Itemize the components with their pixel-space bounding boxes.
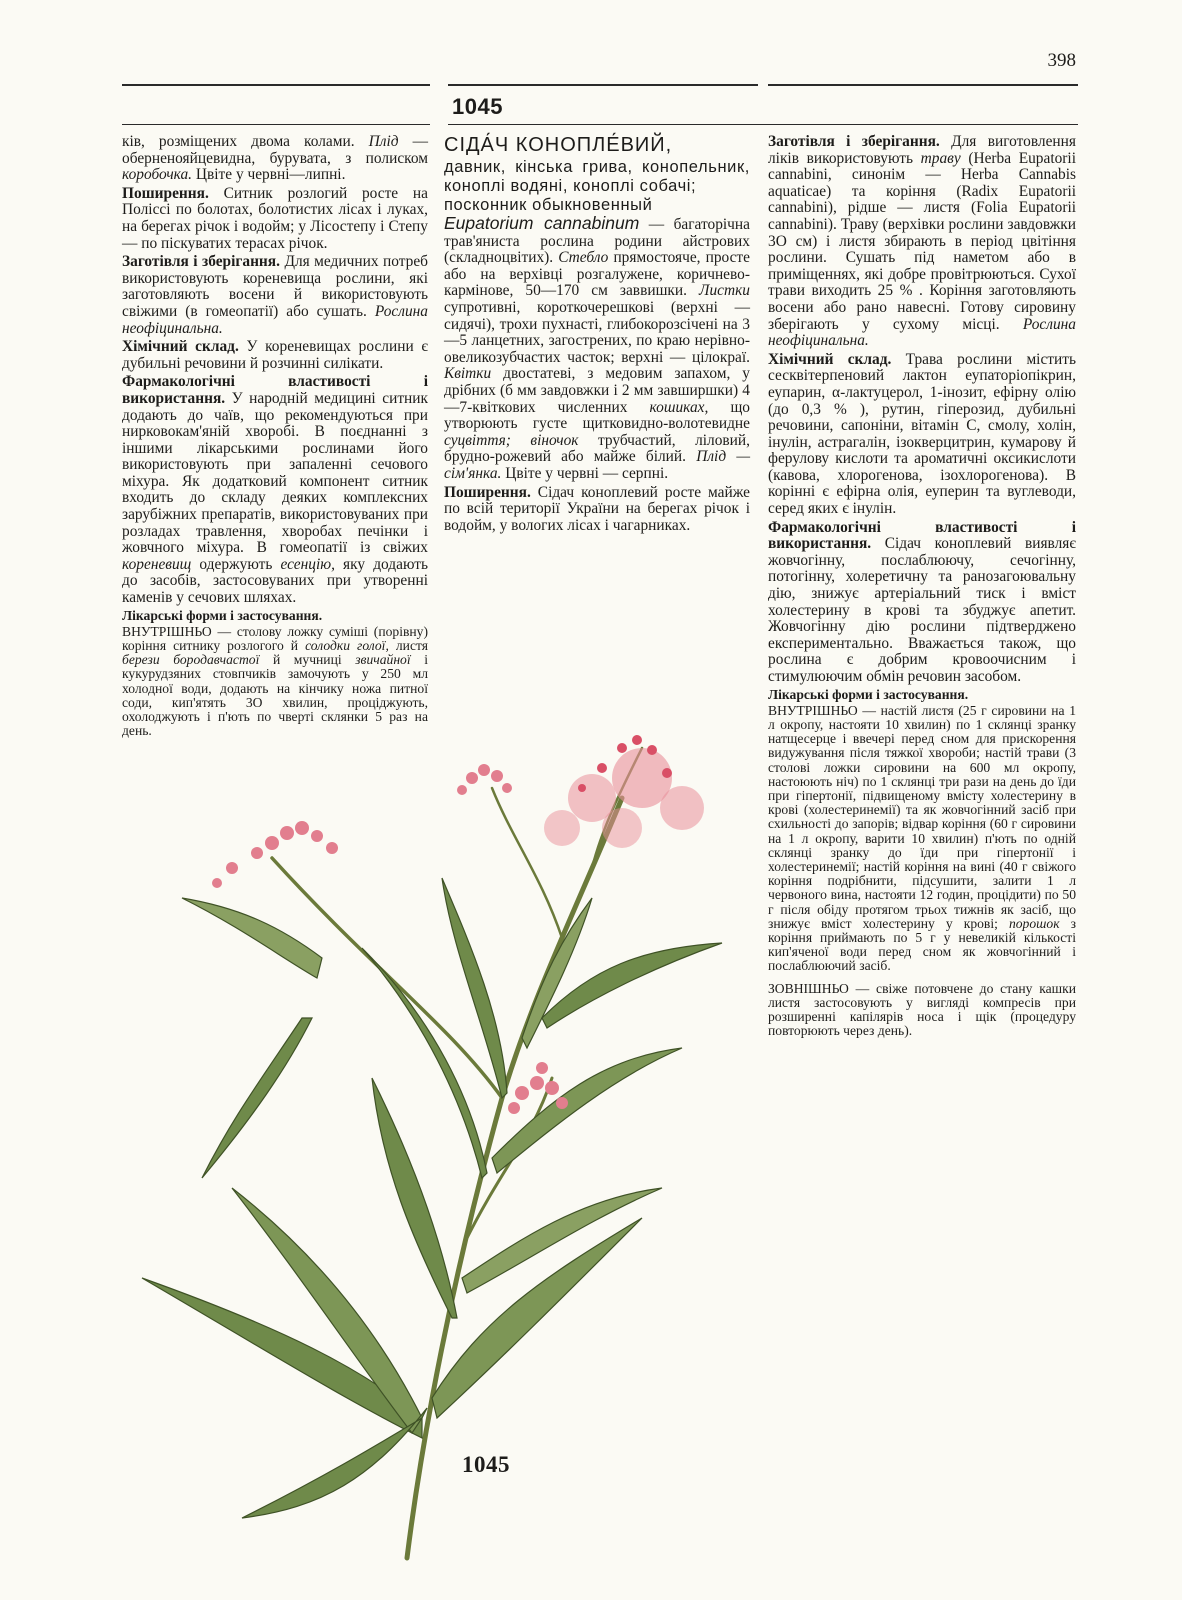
italic-text: порошок [1008, 915, 1060, 931]
paragraph [122, 609, 428, 623]
text: — багаторічна трав'яниста рослина родини айстрових (складноцвітих). [444, 216, 750, 267]
italic-text: звичайної [355, 652, 411, 668]
text: Для виготовлення ліків використовують [768, 133, 1076, 167]
italic-text: Плід [368, 133, 399, 150]
text: У народній медицині ситник додають до чаїв, що рекомендуються при нирковокам'яній хворобі. В поєднанні з іншими лікарськими рослинами його використовують при запаленні сечового міхура. Як додатковий компонент ситник входить до складу деяких комплексних зарубіжних препаратів, використовуваних при розладах травлення, хворобах печінки і жовчного міхура. В гомеопатії із свіжих [122, 389, 428, 557]
paragraph [122, 374, 428, 606]
paragraph [768, 688, 1076, 702]
section-heading: Заготівля і зберігання. [122, 253, 280, 271]
text: — оберненояйцевидна, бурувата, з полиском [122, 133, 428, 167]
italic-text: кошиках, [649, 398, 709, 416]
text: ЗОВНІШНЬО — свіже потовчене до стану кашки листя застосовують у вигляді компресів при розширенні капілярів носа і щік (процедуру повторюють через день). [768, 980, 1076, 1039]
stems [272, 748, 642, 1558]
paragraph [122, 254, 428, 337]
text: супротивні, короткочерешкові (верхні — сидячі), трохи пухнасті, глибокорозсічені на 3—5 ланцетних, загострених, по краю нерівно-овеликозубчастих часток; верхні — цілокраї. [444, 298, 750, 366]
text: яку додають до засобів, застосовуваних при утворенні каменів у сечових шляхах. [122, 555, 428, 607]
plate-number: 1045 [462, 1452, 510, 1477]
text: одержують [191, 555, 281, 573]
text: трубчастий, ліловий, брудно-рожевий або майже білий. [444, 431, 750, 466]
paragraph [444, 485, 750, 535]
paragraph [122, 339, 428, 372]
paragraph [768, 352, 1076, 518]
text: листя [388, 638, 429, 654]
header-rule-middle [448, 84, 758, 86]
text: з коріння приймають по 5 г у невеликій кількості кип'яченої води перед сном як жовчогінний і послаблюючий засіб. [768, 915, 1076, 974]
text: Сідач коноплевий росте майже по всій території України на берегах річок і водойм, у вологих лісах і чагарниках. [444, 483, 750, 534]
text: Трава рослини містить сесквітерпеновий лактон еупаторіопікрин, еупарин, α-лактуцерол, 1-інозит, ефірну олію (до 0,3 % ), рутин, гіперозид, дубильні речовини, сапоніни, вітамін С, смолу, холін, інулін, астрагалін, ізокверцитрин, кумарову й ферулову кислоти та ароматичні оксикислоти (кавова, хлорогенова, ізохлорогенова). В корінні є ефірна олія, еуперин та вуглеводи, серед яких є інулін. [768, 350, 1076, 518]
plant-illustration [122, 718, 762, 1568]
text: (Herba Eupatorii cannabini, синонім — Herba Cannabis aquaticae) та коріння (Radix Eupatorii cannabini), рідше — листя (Folia Eupatorii cannabini). Траву (верхівки рослини завдовжки 3О см) і листя збирають в період цвітіння рослини. Сушать під наметом або в приміщеннях, які добре провітрюються. Сухої трави виходить 25 % . Коріння заготовляють восени або рано навесні. Готову сировину зберігають у сухому місці. [768, 149, 1076, 333]
text: Ситник розлогий росте на Поліссі по болотах, болотистих лісах і луках, на берегах річок і водойм; у Лісостепу і Степу — по піскуватих терасах річок. [122, 184, 428, 252]
paragraph [768, 704, 1076, 974]
section-heading: Лікарські форми і застосування. [768, 686, 969, 702]
middle-column [444, 134, 750, 536]
paragraph [122, 134, 428, 184]
page-number: 398 [1047, 50, 1076, 71]
leaves [142, 878, 722, 1518]
text: ВНУТРІШНЬО — столову ложку суміші (порівну) коріння ситнику розлогого й [122, 623, 428, 654]
italic-text: Стебло [558, 249, 609, 267]
italic-text: солодки голої, [305, 638, 389, 654]
italic-text: коробочка. [122, 166, 193, 184]
latin-name: Eupatorium cannabinum [444, 213, 640, 233]
text: і кукурудзяних стовпчиків замочують у 250 мл холодної води, додають на кінчику ножа питної соди, кип'ятять 3О хвилин, проціджують, охолоджують і п'ють по чверті склянки 5 раз на день. [122, 652, 429, 739]
paragraph [444, 215, 750, 483]
entry-number: 1045 [452, 94, 503, 119]
italic-text: суцвіття; віночок [444, 431, 579, 449]
text: Цвіте у червні — серпні. [501, 464, 669, 482]
entry-title: СІДА́Ч КОНОПЛЕ́ВИЙ, [444, 134, 673, 156]
header-subrule-middle [448, 124, 768, 125]
text: й мучниці [259, 652, 356, 668]
section-heading: Хімічний склад. [122, 338, 239, 356]
text: ВНУТРІШНЬО — настій листя (25 г сировини на 1 л окропу, настояти 10 хвилин) по 1 склянці зранку натщесерце і ввечері перед сном для прискорення видужування після тяжкої хвороби; настій трави (3 столові ложки сировини на 600 мл окропу, настоюють ніч) по 1 склянці три рази на день до їди при гіпертонії, підвищеному вмісту холестерину в крові (холестеринемії) та як жовчогінний засіб при схильності до запорів; відвар коріння (60 г сировини на 1 л окропу, варити 10 хвилин) п'ють по одній склянці зранку до їди при гіпертонії і холестеринемії; настій коріння на вині (40 г свіжого коріння подрібнити, підсушити, залити 1 л червоного вина, настояти 12 годин, процідити) по 50 г після обіду протягом трьох тижнів як засіб, що знижує вміст холестерину у крові; [768, 702, 1076, 931]
header-subrule-right [768, 124, 1078, 125]
paragraph [768, 520, 1076, 686]
right-column [768, 134, 1076, 1040]
header-subrule-left [122, 124, 430, 125]
text: У кореневищах рослини є дубильні речовини й розчинні силікати. [122, 338, 428, 372]
italic-text: Рослина неофіцинальна. [768, 315, 1076, 350]
paragraph [122, 186, 428, 252]
italic-text: кореневищ [122, 555, 192, 573]
russian-name: посконник обыкновенный [444, 196, 653, 214]
text: двостатеві, з медовим запахом, у дрібних (б мм завдовжки і 2 мм завширшки) 4—7-квіткових численних [444, 365, 750, 416]
italic-text: траву [920, 149, 961, 167]
text: Сідач коноплевий виявляє жовчогінну, послаблюючу, сечогінну, потогінну, холеретичну та ранозагоювальну дію, знижує артеріальний тиск і вміст холестерину в крові та збуджує апетит. Жовчогінну дію рослини підтверджено експериментально. Вважається також, що рослина є добрим кровоочисним і стимулюючим обмін речовин засобом. [768, 535, 1076, 685]
header-rule-left [122, 84, 430, 86]
italic-text: Листки [699, 282, 750, 300]
italic-text: берези бородавчастої [122, 652, 260, 668]
italic-text: Квітки [444, 365, 492, 383]
section-heading: Фармакологічні властивості і використання. [122, 373, 428, 407]
text: прямостояче, просте або на верхівці розгалужене, коричнево-кармінове, 50—170 см заввишки. [444, 249, 750, 300]
header-rule-right [768, 84, 1078, 86]
text: Цвіте у червні—липні. [192, 166, 346, 184]
section-heading: Хімічний склад. [768, 350, 892, 368]
text: Для медичних потреб використовують кореневища рослини, які заготовляють восени й використовують свіжими (в гомеопатії) або сушать. [122, 253, 428, 320]
paragraph [768, 134, 1076, 350]
synonyms: давник, кінська грива, конопельник, коноплі водяні, коноплі собачі; [444, 158, 750, 195]
left-column [122, 134, 428, 740]
section-heading: Фармакологічні властивості і використання. [768, 518, 1076, 553]
italic-text: Рослина неофіцинальна. [122, 302, 428, 337]
paragraph [768, 982, 1076, 1039]
section-heading: Поширення. [444, 483, 531, 501]
text: ків, розміщених двома колами. [122, 133, 369, 150]
text: що утворюють густе щитковидно-волотевидне [444, 398, 750, 433]
section-heading: Лікарські форми і застосування. [122, 607, 323, 623]
section-heading: Поширення. [122, 184, 209, 202]
italic-text: Плід — сім'янка. [444, 448, 751, 482]
italic-text: есенцію, [280, 555, 335, 573]
section-heading: Заготівля і зберігання. [768, 133, 940, 150]
